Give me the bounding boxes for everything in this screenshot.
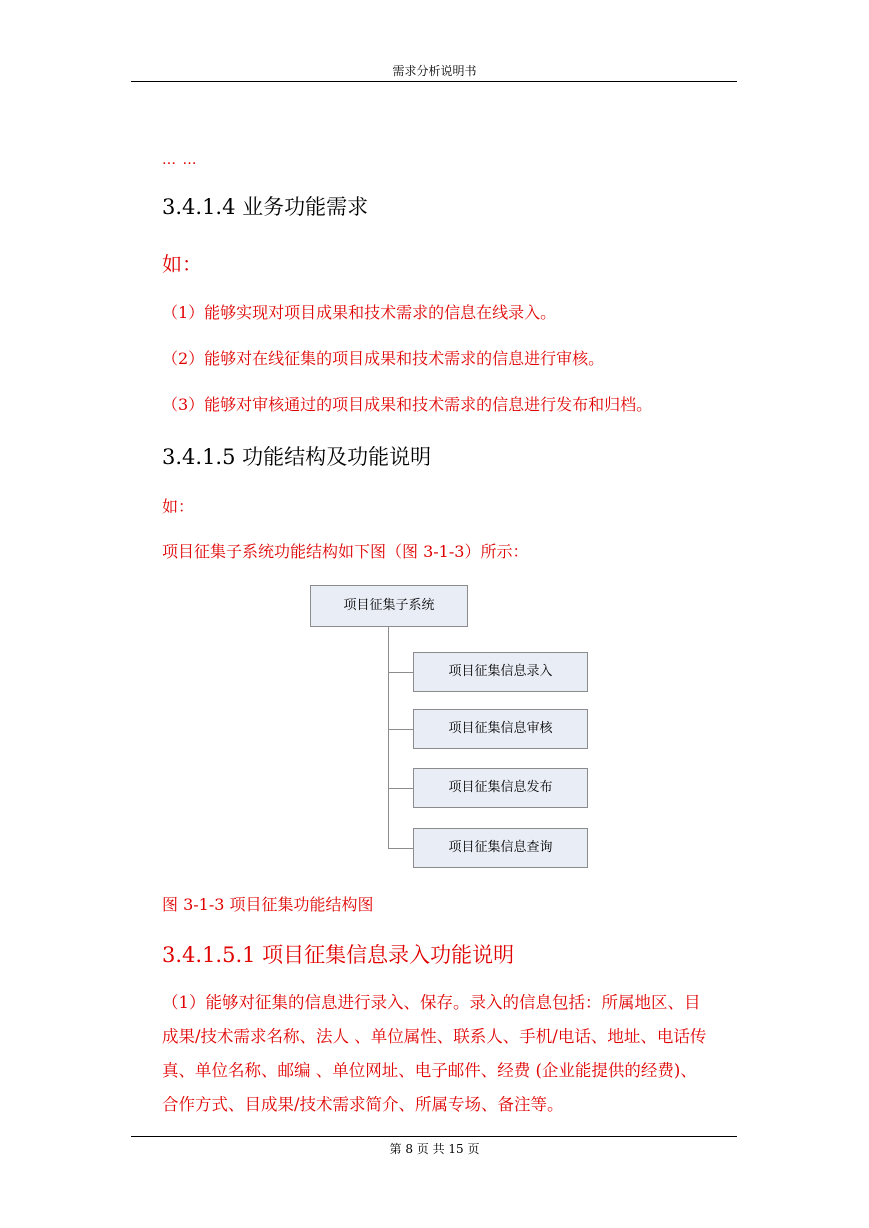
footer-divider [131, 1136, 737, 1137]
diagram-child-box: 项目征集信息审核 [413, 709, 588, 749]
section-heading-3415: 3.4.1.5 功能结构及功能说明 [162, 445, 432, 469]
figure-intro: 项目征集子系统功能结构如下图（图 3-1-3）所示： [162, 542, 529, 561]
page-header-title: 需求分析说明书 [392, 64, 477, 78]
paragraph-line: 真、单位名称、邮编 、单位网址、电子邮件、经费 (企业能提供的经费)、 [162, 1061, 697, 1080]
diagram-root-box: 项目征集子系统 [310, 585, 468, 627]
diagram-child-box: 项目征集信息查询 [413, 828, 588, 868]
requirement-item: （2）能够对在线征集的项目成果和技术需求的信息进行审核。 [162, 349, 605, 368]
example-label: 如： [162, 252, 202, 276]
description-paragraph [162, 986, 762, 1122]
diagram-branch-line [388, 788, 413, 789]
figure-caption: 图 3-1-3 项目征集功能结构图 [162, 895, 374, 914]
requirement-item: （3）能够对审核通过的项目成果和技术需求的信息进行发布和归档。 [162, 395, 653, 414]
diagram-child-box: 项目征集信息发布 [413, 768, 588, 808]
section-heading-3414: 3.4.1.4 业务功能需求 [162, 195, 369, 219]
diagram-branch-line [388, 729, 413, 730]
paragraph-line: 成果/技术需求名称、法人 、单位属性、联系人、手机/电话、地址、电话传 [162, 1027, 707, 1046]
diagram-branch-line [388, 848, 413, 849]
header-divider [131, 81, 737, 82]
page-number: 第 8 页 共 15 页 [389, 1142, 480, 1156]
diagram-branch-line [388, 672, 413, 673]
diagram-child-box: 项目征集信息录入 [413, 652, 588, 692]
example-label: 如： [162, 497, 195, 516]
section-heading-34151: 3.4.1.5.1 项目征集信息录入功能说明 [162, 943, 515, 967]
ellipsis: … … [162, 152, 198, 168]
paragraph-line: （1）能够对征集的信息进行录入、保存。录入的信息包括：所属地区、目 [162, 993, 701, 1012]
diagram-trunk-line [388, 627, 389, 848]
paragraph-line: 合作方式、目成果/技术需求简介、所属专场、备注等。 [162, 1095, 564, 1114]
requirement-item: （1）能够实现对项目成果和技术需求的信息在线录入。 [162, 303, 557, 322]
